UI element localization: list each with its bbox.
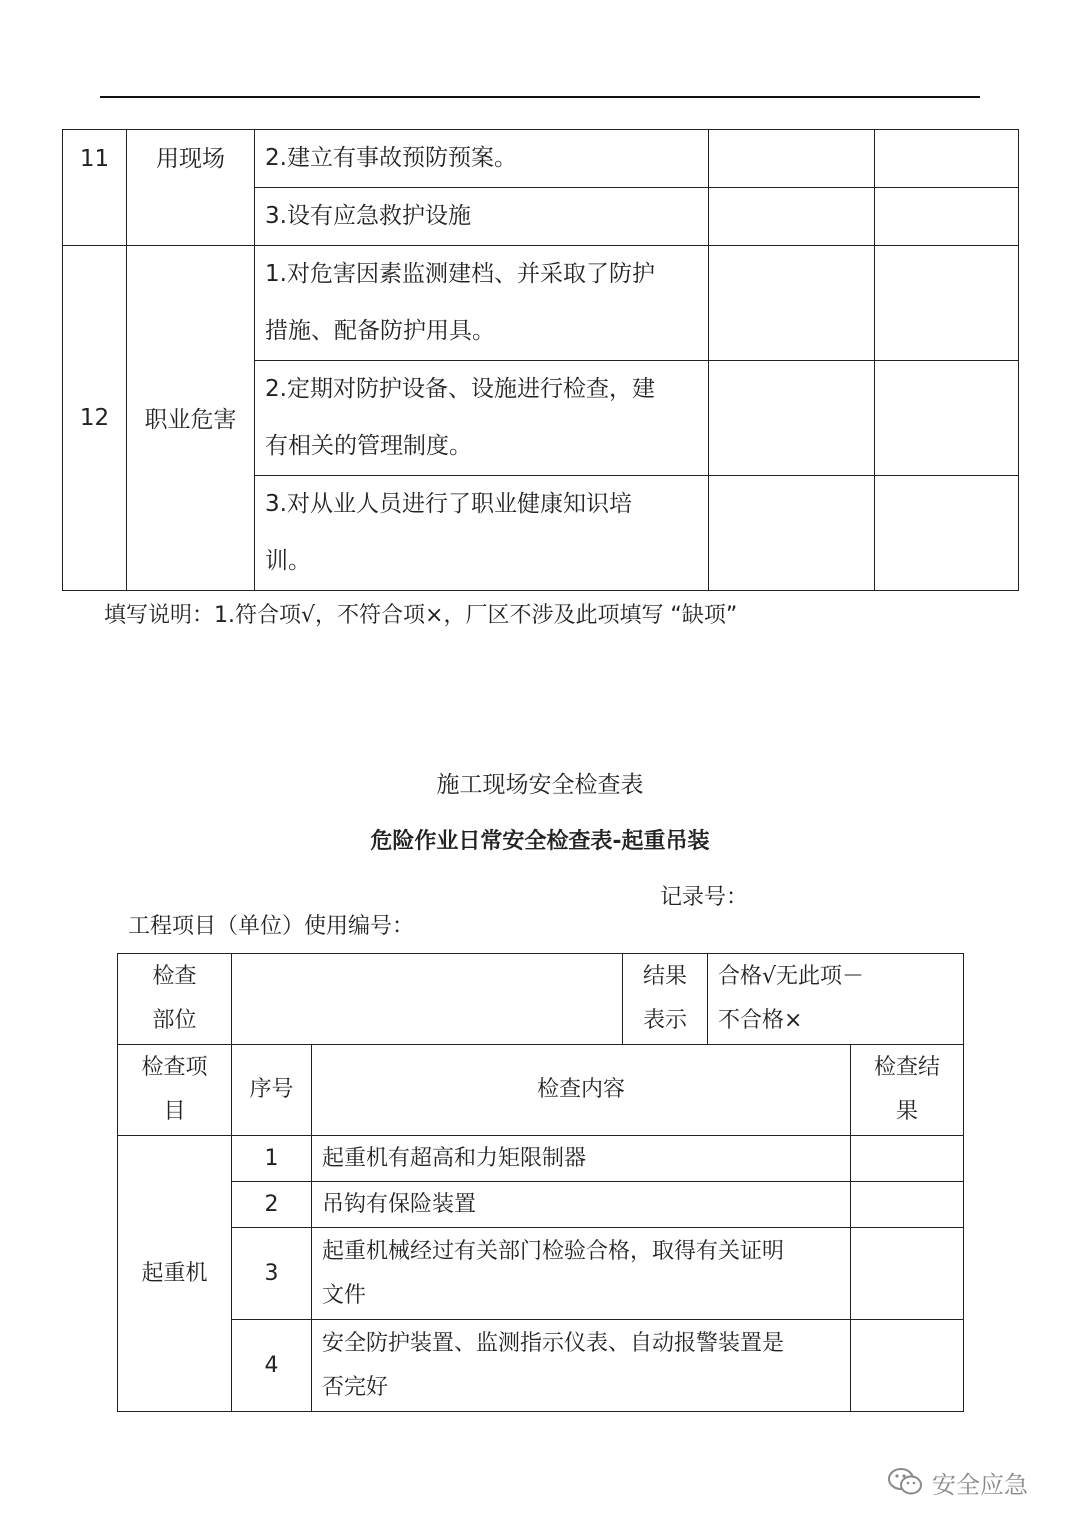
header-line: 果: [895, 1099, 918, 1124]
content-line: 否完好: [322, 1374, 389, 1400]
top-rule: [100, 96, 980, 98]
header-line: 目: [163, 1099, 186, 1124]
record-number-label: 记录号：: [660, 885, 749, 910]
result-label-line: 结果: [642, 964, 687, 989]
category-label: 职业危害: [144, 406, 237, 433]
item-line: 措施、配备防护用具。: [265, 318, 495, 344]
location-label-line: 检查: [152, 964, 197, 989]
header-content: 检查内容: [312, 1045, 851, 1136]
item-line: 训。: [265, 548, 311, 574]
result-legend-label: [623, 954, 708, 1045]
row-number: 12: [63, 246, 127, 591]
header-line: 检查结: [873, 1055, 940, 1080]
legend-line: 不合格×: [718, 1008, 803, 1033]
row-number: 11: [63, 130, 127, 246]
result-cell[interactable]: [851, 1228, 964, 1320]
result-cell[interactable]: [851, 1136, 964, 1182]
item-line: 有相关的管理制度。: [265, 433, 472, 459]
project-number-label: 工程项目（单位）使用编号：: [128, 914, 415, 939]
item-line: 3.对从业人员进行了职业健康知识培: [265, 491, 632, 517]
item-line: 1.对危害因素监测建档、并采取了防护: [265, 261, 655, 287]
remark-cell[interactable]: [875, 361, 1019, 476]
result-cell[interactable]: [851, 1182, 964, 1228]
watermark-text: 安全应急: [932, 1470, 1028, 1499]
location-label-line: 部位: [152, 1008, 197, 1033]
wechat-icon: [888, 1467, 924, 1497]
result-cell[interactable]: [709, 130, 875, 188]
check-item: [255, 361, 709, 476]
check-item: [255, 476, 709, 591]
seq-cell: 4: [232, 1320, 312, 1412]
fill-instructions: 填写说明：1.符合项√，不符合项×，厂区不涉及此项填写 “缺项”: [104, 603, 738, 628]
item-line: 2.定期对防护设备、设施进行检查，建: [265, 376, 655, 402]
location-value[interactable]: [232, 954, 623, 1045]
header-result: [851, 1045, 964, 1136]
content-cell: 吊钩有保险装置: [312, 1182, 851, 1228]
remark-cell[interactable]: [875, 130, 1019, 188]
page-title: 施工现场安全检查表: [436, 772, 644, 798]
seq-cell: 2: [232, 1182, 312, 1228]
remark-cell[interactable]: [875, 246, 1019, 361]
seq-cell: 1: [232, 1136, 312, 1182]
header-seq: 序号: [232, 1045, 312, 1136]
content-cell: 起重机有超高和力矩限制器: [312, 1136, 851, 1182]
lifting-check-table: [117, 953, 964, 1412]
check-item: [255, 246, 709, 361]
check-item: 2.建立有事故预防预案。: [255, 130, 709, 188]
check-item: 3.设有应急救护设施: [255, 188, 709, 246]
page-subtitle: 危险作业日常安全检查表-起重吊装: [370, 829, 710, 854]
content-line: 安全防护装置、监测指示仪表、自动报警装置是: [322, 1330, 785, 1356]
header-check-item: [118, 1045, 232, 1136]
content-line: 起重机械经过有关部门检验合格，取得有关证明: [322, 1238, 785, 1264]
content-cell: [312, 1320, 851, 1412]
result-cell[interactable]: [709, 361, 875, 476]
group-crane: 起重机: [118, 1136, 232, 1412]
checklist-table-continued: [62, 129, 1019, 591]
seq-cell: 3: [232, 1228, 312, 1320]
result-cell[interactable]: [851, 1320, 964, 1412]
remark-cell[interactable]: [875, 188, 1019, 246]
category-cell: 用现场: [127, 130, 255, 246]
result-cell[interactable]: [709, 188, 875, 246]
watermark: [888, 1462, 1028, 1502]
remark-cell[interactable]: [875, 476, 1019, 591]
location-label: [118, 954, 232, 1045]
legend-line: 合格√无此项－: [718, 964, 865, 989]
content-line: 文件: [322, 1282, 367, 1308]
content-cell: [312, 1228, 851, 1320]
result-label-line: 表示: [642, 1008, 687, 1033]
result-cell[interactable]: [709, 476, 875, 591]
header-line: 检查项: [141, 1055, 208, 1080]
result-legend: [708, 954, 964, 1045]
result-cell[interactable]: [709, 246, 875, 361]
category-cell: [127, 246, 255, 591]
